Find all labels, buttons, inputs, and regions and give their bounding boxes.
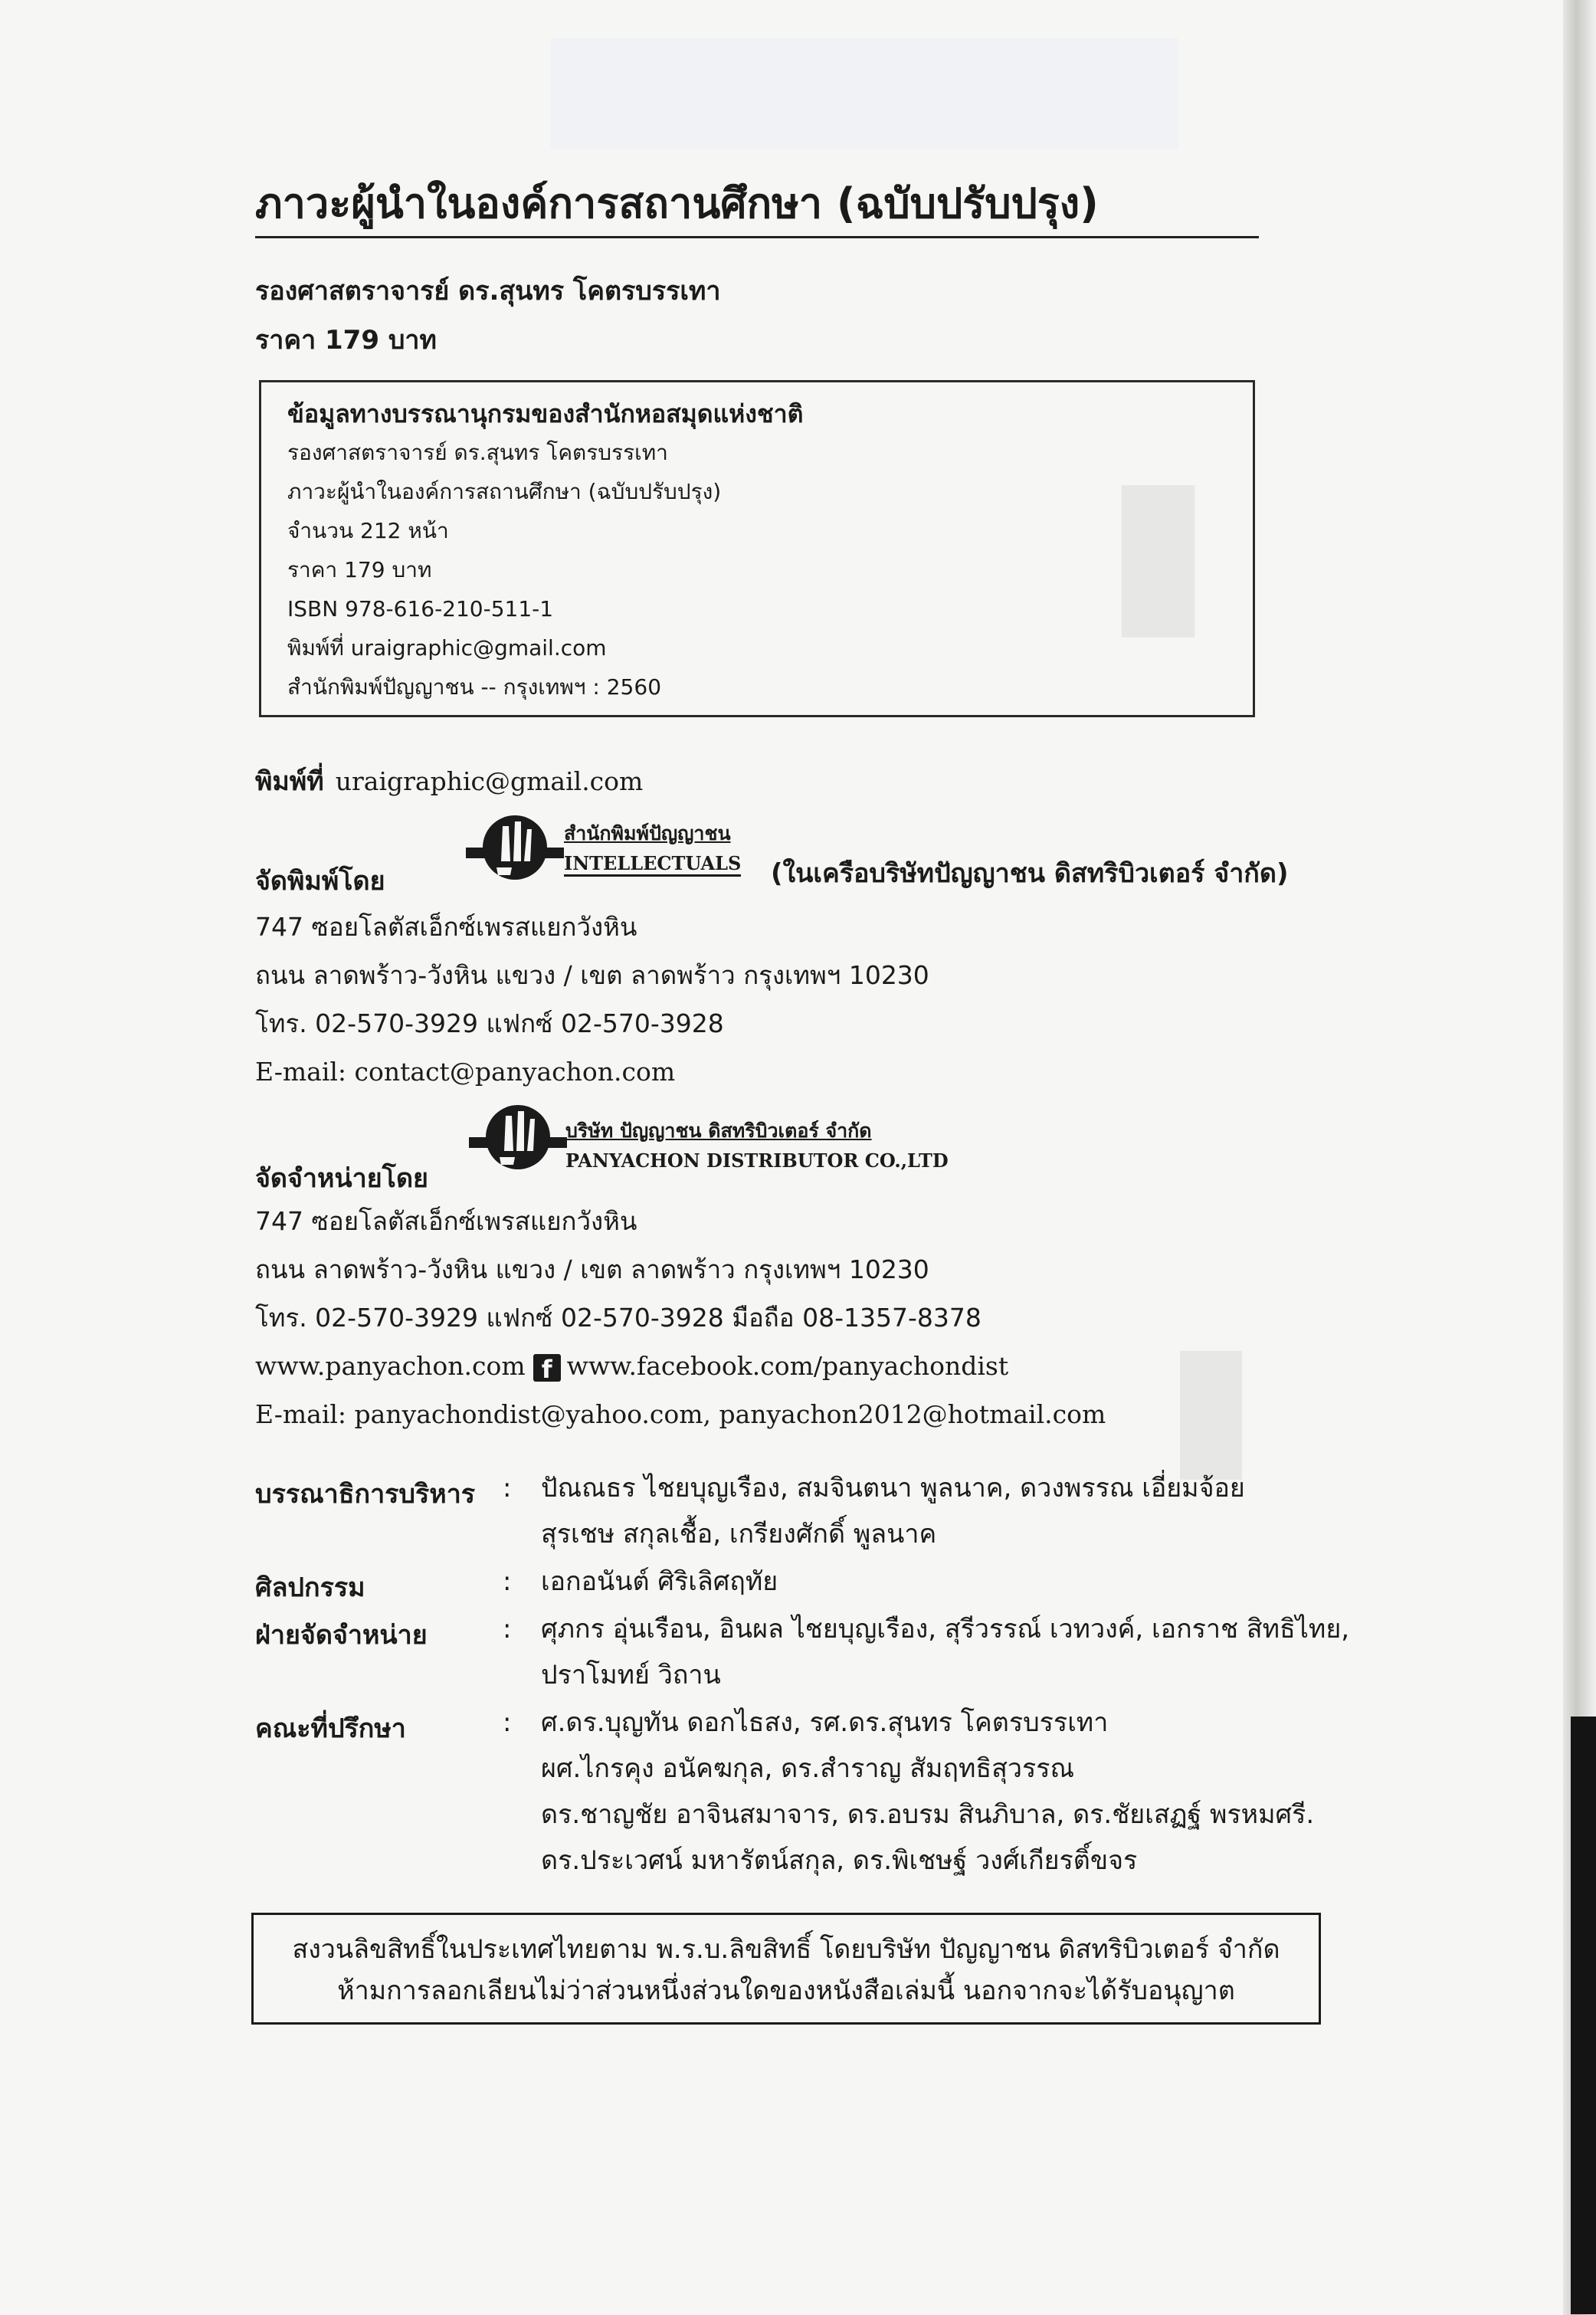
distributor-logo-thai: บริษัท ปัญญาชน ดิสทริบิวเตอร์ จำกัด [565,1120,872,1142]
publisher-logo-eng: INTELLECTUALS [564,852,741,877]
distributor-logo-eng: PANYACHON DISTRIBUTOR CO.,LTD [565,1149,949,1172]
distributor-address-2: ถนน ลาดพร้าว-วังหิน แขวง / เขต ลาดพร้าว กรุงเทพฯ 10230 [255,1254,929,1284]
cip-heading: ข้อมูลทางบรรณานุกรมของสำนักหอสมุดแห่งชาติ [287,399,804,428]
distributor-logo-icon [469,1103,567,1171]
credit-label-advisors: คณะที่ปรึกษา [255,1713,406,1744]
distributor-email: E-mail: panyachondist@yahoo.com, panyachon2012@hotmail.com [255,1399,1106,1429]
credit-value: ปราโมทย์ วิถาน [541,1660,721,1690]
publisher-group-note: (ในเครือบริษัทปัญญาชน ดิสทริบิวเตอร์ จำกัด) [771,858,1289,889]
cip-box [259,380,1255,717]
credit-colon: : [503,1707,512,1738]
copyright-line-2: ห้ามการลอกเลียนไม่ว่าส่วนหนึ่งส่วนใดของหนังสือเล่มนี้ นอกจากจะได้รับอนุญาต [337,1976,1235,2006]
credit-value: ศ.ดร.บุญทัน ดอกไธสง, รศ.ดร.สุนทร โคตรบรรเทา [541,1707,1109,1738]
book-price: ราคา 179 บาท [255,325,437,356]
credit-label-editor: บรรณาธิการบริหาร [255,1479,476,1510]
cip-line: ภาวะผู้นำในองค์การสถานศึกษา (ฉบับปรับปรุง) [287,479,722,504]
publisher-label: จัดพิมพ์โดย [255,866,385,897]
credit-value: ดร.ชาญชัย อาจินสมาจาร, ดร.อบรม สินภิบาล, ดร.ชัยเสฏฐ์ พรหมศรี. [541,1799,1315,1830]
title-underline [255,236,1259,238]
bleed-through-shape: ▮ [1165,1303,1258,1499]
distributor-phone: โทร. 02-570-3929 แฟกซ์ 02-570-3928 มือถือ 08-1357-8378 [255,1303,982,1333]
publisher-email: E-mail: contact@panyachon.com [255,1057,676,1087]
bleed-through-header-bar [550,38,1178,149]
publisher-logo-text [564,818,741,877]
facebook-icon: f [533,1354,561,1382]
cip-isbn: ISBN 978-616-210-511-1 [287,596,554,621]
credit-value: ผศ.ไกรคุง อนัคฆกุล, ดร.สำราญ สัมฤทธิสุวรรณ [541,1753,1075,1784]
bleed-through-shape: ▮ [1103,429,1214,661]
credit-value: ปัณณธร ไชยบุญเรือง, สมจินตนา พูลนาค, ดวงพรรณ เอี่ยมจ้อย [541,1473,1245,1503]
credit-colon: : [503,1473,512,1503]
credit-value: ดร.ประเวศน์ มหารัตน์สกุล, ดร.พิเชษฐ์ วงศ์เกียรติ์ขจร [541,1845,1138,1876]
printer-label: พิมพ์ที่ [255,766,324,797]
page-edge-dark-strip [1571,1717,1596,2314]
publisher-logo-thai: สำนักพิมพ์ปัญญาชน [564,822,731,844]
credit-value: ศุภกร อุ่นเรือน, อินผล ไชยบุญเรือง, สุรีวรรณ์ เวทวงค์, เอกราช สิทธิไทย, [541,1614,1350,1644]
distributor-web-row [255,1351,1008,1382]
credit-colon: : [503,1566,512,1597]
cip-line: จำนวน 212 หน้า [287,518,449,543]
cip-line: พิมพ์ที่ uraigraphic@gmail.com [287,635,607,661]
publisher-logo-icon [466,814,564,881]
distributor-facebook[interactable]: www.facebook.com/panyachondist [566,1351,1009,1381]
copyright-line-1: สงวนลิขสิทธิ์ในประเทศไทยตาม พ.ร.บ.ลิขสิทธิ์ โดยบริษัท ปัญญาชน ดิสทริบิวเตอร์ จำกัด [292,1934,1280,1965]
cip-line: ราคา 179 บาท [287,557,432,582]
distributor-address-1: 747 ซอยโลตัสเอ็กซ์เพรสแยกวังหิน [255,1206,637,1236]
book-title: ภาวะผู้นำในองค์การสถานศึกษา (ฉบับปรับปรุง) [255,179,1099,228]
distributor-logo-text [565,1116,949,1172]
credit-label-art: ศิลปกรรม [255,1572,365,1603]
copyright-box [251,1913,1321,2025]
book-author: รองศาสตราจารย์ ดร.สุนทร โคตรบรรเทา [255,276,721,307]
distributor-label: จัดจำหน่ายโดย [255,1163,428,1194]
cip-line: สำนักพิมพ์ปัญญาชน -- กรุงเทพฯ : 2560 [287,674,662,700]
credit-value: เอกอนันต์ ศิริเลิศฤทัย [541,1566,778,1597]
credit-value: สุรเชษ สกุลเชื้อ, เกรียงศักดิ์ พูลนาค [541,1519,937,1549]
credit-colon: : [503,1614,512,1644]
printer-row [255,760,643,802]
cip-line: รองศาสตราจารย์ ดร.สุนทร โคตรบรรเทา [287,440,668,465]
distributor-website[interactable]: www.panyachon.com [255,1351,526,1381]
credit-label-distribution: ฝ่ายจัดจำหน่าย [255,1620,428,1651]
publisher-phone: โทร. 02-570-3929 แฟกซ์ 02-570-3928 [255,1008,724,1038]
publisher-address-2: ถนน ลาดพร้าว-วังหิน แขวง / เขต ลาดพร้าว กรุงเทพฯ 10230 [255,960,929,990]
publisher-address-1: 747 ซอยโลตัสเอ็กซ์เพรสแยกวังหิน [255,912,637,942]
printer-email: uraigraphic@gmail.com [335,766,644,796]
